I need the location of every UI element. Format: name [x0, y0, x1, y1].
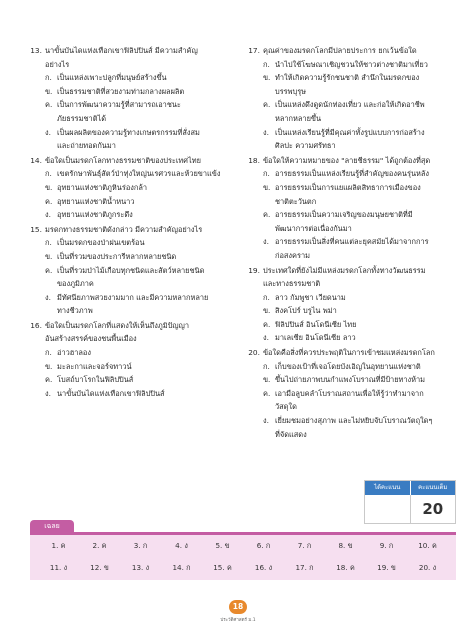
question-stem-line: [30, 332, 230, 346]
option-text: วัสดุใด: [275, 402, 297, 412]
score-table: [364, 480, 456, 524]
question-text: และทางธรรมชาติ: [263, 279, 321, 289]
answer-option: [30, 250, 230, 264]
answer-key-item: 2. ค: [92, 541, 107, 550]
answer-option: [248, 400, 448, 414]
question-block: [30, 223, 230, 318]
option-text: เป็นมรดกของป่าฝนเขตร้อน: [57, 238, 145, 248]
answer-option: [30, 98, 230, 112]
option-letter: [45, 139, 57, 153]
answer-key-item: 1. ค: [51, 541, 66, 550]
option-letter: ค.: [45, 265, 53, 275]
answer-option: [248, 167, 448, 181]
option-letter: [263, 195, 275, 209]
option-letter: [45, 277, 57, 291]
score-header: [365, 481, 455, 495]
score-obtained-header: ได้คะแนน: [365, 481, 411, 495]
option-letter: ก.: [263, 361, 270, 371]
answer-option: [248, 387, 448, 401]
option-text: นาขั้นบันไดแห่งเทือกเขาฟิลิปปินส์: [57, 388, 165, 398]
question-stem-line: [248, 346, 448, 360]
footer-subject: ประวัติศาสตร์ ม.1: [220, 618, 256, 623]
answer-option: [30, 195, 230, 209]
option-letter: ค.: [263, 100, 271, 110]
answer-key-box: [30, 535, 456, 580]
option-text: อารยธรรมเป็นสิ่งที่คนแต่ละยุคสมัยได้มาจากการ: [275, 237, 429, 247]
answer-option: [30, 346, 230, 360]
answer-option: [248, 181, 448, 195]
option-letter: ค.: [263, 319, 271, 329]
answer-row-2: [30, 557, 456, 579]
answer-option: [248, 360, 448, 374]
answer-option: [248, 126, 448, 140]
answer-option: [30, 264, 230, 278]
answer-option: [248, 58, 448, 72]
option-letter: ก.: [263, 292, 270, 302]
score-obtained-value[interactable]: [365, 495, 411, 524]
option-text: เป็นการพัฒนาความรู้ที่สามารถเอาชนะ: [57, 100, 181, 110]
answer-option: [30, 208, 230, 222]
question-text: อย่างไร: [45, 59, 70, 69]
answer-option: [30, 85, 230, 99]
answer-key-item: 14. ก: [172, 563, 191, 572]
option-letter: [263, 112, 275, 126]
option-letter: ข.: [263, 306, 271, 316]
option-letter: [263, 400, 275, 414]
option-text: เป็นธรรมชาติที่สวยงามท่ามกลางผลผลิต: [57, 86, 185, 96]
answer-key-item: 8. ข: [338, 541, 353, 550]
option-letter: [263, 139, 275, 153]
question-number: [30, 332, 45, 346]
question-stem-line: [248, 44, 448, 58]
option-text: ศิลปะ ความศรัทธา: [275, 141, 336, 151]
question-stem-line: [248, 277, 448, 291]
answer-key-item: 5. ข: [215, 541, 230, 550]
option-text: อุทยานแห่งชาติภูหินร่องกล้า: [57, 182, 148, 192]
option-text: อุทยานแห่งชาติภูกระดึง: [57, 210, 133, 220]
question-number: 19.: [248, 265, 260, 275]
answer-key-item: 19. ข: [377, 563, 396, 572]
page-number: 18: [229, 600, 247, 614]
question-text: มรดกทางธรรมชาติดังกล่าว มีความสำคัญอย่างไร: [45, 224, 203, 234]
option-letter: ข.: [45, 182, 53, 192]
question-stem-line: [248, 264, 448, 278]
answer-option: [248, 98, 448, 112]
answer-key-item: 13. ง: [131, 563, 150, 572]
answer-key-tab: เฉลย: [30, 520, 74, 533]
option-text: ภัยธรรมชาติได้: [57, 113, 107, 123]
answer-option: [30, 277, 230, 291]
option-letter: ก.: [45, 238, 52, 248]
question-number: 14.: [30, 155, 42, 165]
option-text: ก่อสงคราม: [275, 250, 310, 260]
question-text: อันสร้างสรรค์ของชนพื้นเมือง: [45, 334, 137, 344]
answer-option: [248, 331, 448, 345]
question-number: 15.: [30, 224, 42, 234]
option-letter: ค.: [263, 388, 271, 398]
option-text: สิงคโปร์ บรูไน พม่า: [275, 306, 337, 316]
option-text: ของภูมิภาค: [57, 279, 94, 289]
answer-option: [248, 414, 448, 428]
option-letter: ค.: [45, 196, 53, 206]
answer-key-item: 16. ง: [254, 563, 273, 572]
option-letter: ง.: [45, 210, 51, 220]
option-text: พัฒนาการต่อเนื่องกันมา: [275, 223, 352, 233]
question-block: [248, 154, 448, 263]
question-number: [30, 58, 45, 72]
question-number: 17.: [248, 46, 260, 55]
option-text: อ่าวฮาลอง: [57, 348, 91, 358]
answer-key-item: 12. ข: [90, 563, 109, 572]
option-letter: ก.: [263, 59, 270, 69]
option-text: เก็บของเป้าที่เจอโดยบังเอิญในอุทยานแห่งชาติ: [275, 361, 421, 371]
answer-key-item: 15. ค: [213, 563, 232, 572]
option-text: และถ่ายทอดกันมา: [57, 141, 116, 151]
answer-key-item: 18. ค: [336, 563, 355, 572]
answer-key-item: 17. ก: [295, 563, 314, 572]
answer-key-item: 11. ง: [49, 563, 68, 572]
option-text: นำไปใช้โฆษณาเชิญชวนให้ชาวต่างชาติมาเที่ยว: [275, 59, 428, 69]
right-question-column: [248, 44, 448, 442]
option-text: เยี่ยมชมอย่างสุภาพ และไม่หยิบจับโบราณวัตถุใดๆ: [275, 416, 433, 426]
answer-option: [30, 387, 230, 401]
answer-option: [248, 112, 448, 126]
left-question-column: [30, 44, 230, 401]
question-number: 18.: [248, 155, 260, 165]
option-letter: ค.: [263, 210, 271, 220]
answer-option: [248, 373, 448, 387]
answer-option: [30, 167, 230, 181]
answer-option: [248, 208, 448, 222]
option-text: อารยธรรมเป็นความเจริญของมนุษยชาติที่มี: [275, 210, 413, 220]
question-number: 13.: [30, 46, 42, 55]
question-number: 16.: [30, 320, 42, 330]
answer-option: [30, 112, 230, 126]
question-text: ประเทศใดที่ยังไม่มีแหล่งมรดกโลกทั้งทางวัฒนธรรม: [263, 265, 426, 275]
option-text: เอามือลูบคลำโบราณสถานเพื่อให้รู้ว่าทำมาจาก: [275, 388, 424, 398]
option-text: ฟิลิปปินส์ อินโดนีเซีย ไทย: [275, 319, 357, 329]
option-letter: ง.: [263, 237, 269, 247]
option-letter: [45, 304, 57, 318]
option-text: เป็นที่รวมป่าไม้เกือบทุกชนิดและสัตว์หลายชนิด: [57, 265, 205, 275]
question-number: [248, 277, 263, 291]
question-stem-line: [30, 58, 230, 72]
question-block: [30, 154, 230, 222]
option-text: มาเลเซีย อินโดนีเซีย ลาว: [275, 333, 356, 343]
option-text: ที่จัดแสดง: [275, 429, 307, 439]
answer-option: [30, 126, 230, 140]
option-letter: ง.: [263, 333, 269, 343]
question-stem-line: [30, 319, 230, 333]
option-text: เป็นแหล่งเพาะปลูกที่มนุษย์สร้างขึ้น: [57, 73, 167, 83]
answer-option: [248, 318, 448, 332]
answer-option: [248, 249, 448, 263]
option-letter: ค.: [45, 100, 53, 110]
option-letter: ข.: [45, 361, 53, 371]
option-letter: ง.: [45, 127, 51, 137]
option-text: อารยธรรมเป็นแหล่งเรียนรู้ที่สำคัญของคนรุ่นหลัง: [275, 169, 430, 179]
option-text: ทำให้เกิดความรู้รักชนชาติ สำนึกในมรดกของบรรพบุรุษ: [275, 73, 420, 96]
answer-option: [248, 235, 448, 249]
answer-key-item: 20. ง: [418, 563, 437, 572]
question-text: ข้อใดให้ความหมายของ "ลายชีธรรม" ได้ถูกต้องที่สุด: [263, 155, 431, 165]
option-letter: ก.: [45, 348, 52, 358]
option-text: หลากหลายขึ้น: [275, 113, 322, 123]
answer-option: [30, 360, 230, 374]
answer-option: [30, 181, 230, 195]
option-letter: [45, 112, 57, 126]
option-text: เขตรักษาพันธุ์สัตว์ป่าทุ่งใหญ่นเรศวรและห้วยขาแข้ง: [57, 169, 221, 179]
option-text: ทางชีวภาพ: [57, 306, 93, 316]
answer-key-item: 9. ก: [379, 541, 394, 550]
answer-row-1: [30, 535, 456, 557]
answer-option: [248, 222, 448, 236]
answer-option: [248, 304, 448, 318]
option-text: เป็นแหล่งดึงดูดนักท่องเที่ยว และก่อให้เกิดอาชีพ: [275, 100, 425, 110]
option-letter: [263, 428, 275, 442]
option-text: ลาว กัมพูชา เวียดนาม: [275, 292, 346, 302]
answer-key-item: 6. ก: [256, 541, 271, 550]
answer-option: [30, 71, 230, 85]
answer-option: [248, 428, 448, 442]
option-text: อุทยานแห่งชาติน้ำหนาว: [57, 196, 135, 206]
option-text: ขึ้นไปถ่ายภาพบนกำแพงโบราณที่มีป้ายทางห้าม: [275, 375, 426, 385]
question-stem-line: [30, 154, 230, 168]
question-text: ข้อใดเป็นมรดกโลกที่แสดงให้เห็นถึงภูมิปัญญา: [45, 320, 190, 330]
question-block: [30, 44, 230, 153]
question-block: [248, 346, 448, 441]
question-block: [30, 319, 230, 401]
option-text: เป็นแหล่งเรียนรู้ที่มีคุณค่าทั้งรูปแบบการก่อสร้าง: [275, 127, 425, 137]
option-letter: ง.: [45, 292, 51, 302]
question-block: [248, 264, 448, 346]
question-stem-line: [30, 223, 230, 237]
option-letter: ก.: [45, 169, 52, 179]
answer-key-item: 4. ง: [175, 541, 188, 550]
option-text: มีทัศนียภาพสวยงามมาก และมีความหลากหลาย: [57, 292, 209, 302]
option-letter: [263, 249, 275, 263]
answer-option: [30, 236, 230, 250]
option-text: มะละกาและจอร์จทาวน์: [57, 361, 132, 371]
question-stem-line: [30, 44, 230, 58]
option-letter: ข.: [263, 182, 271, 192]
question-text: ข้อใดคือสิ่งที่ควรประพฤติในการเข้าชมแหล่งมรดกโลก: [263, 348, 435, 358]
option-text: ชาติตะวันตก: [275, 196, 317, 206]
option-text: อารยธรรมเป็นการแยแผลิตสิทธาการเมืองของ: [275, 182, 421, 192]
answer-option: [30, 139, 230, 153]
answer-option: [248, 71, 448, 98]
answer-key-item: 7. ก: [297, 541, 312, 550]
answer-option: [248, 139, 448, 153]
option-letter: ง.: [45, 388, 51, 398]
question-block: [248, 44, 448, 153]
option-letter: ค.: [45, 375, 53, 385]
answer-option: [30, 291, 230, 305]
answer-option: [248, 291, 448, 305]
option-letter: ก.: [263, 169, 270, 179]
answer-key-item: 10. ค: [418, 541, 437, 550]
question-text: คุณค่าของมรดกโลกมีปลายประการ ยกเว้นข้อใด: [263, 46, 417, 55]
option-letter: ข.: [45, 251, 53, 261]
option-letter: [263, 222, 275, 236]
answer-option: [30, 304, 230, 318]
score-full-header: คะแนนเต็ม: [411, 481, 456, 495]
option-letter: ง.: [263, 416, 269, 426]
option-letter: ก.: [45, 73, 52, 83]
option-text: เป็นผลผลิตของความรู้ทางเกษตรกรรมที่สั่งสม: [57, 127, 200, 137]
option-text: เป็นที่รวมของประการีหลากหลายชนิด: [57, 251, 177, 261]
question-stem-line: [248, 154, 448, 168]
option-text: โบสถ์บาโรกในฟิลิปปินส์: [57, 375, 134, 385]
question-number: 20.: [248, 348, 260, 358]
option-letter: ง.: [263, 127, 269, 137]
question-text: ข้อใดเป็นมรดกโลกทางธรรมชาติของประเทศไทย: [45, 155, 201, 165]
score-values: [365, 495, 455, 524]
answer-option: [30, 373, 230, 387]
answer-key-item: 3. ก: [133, 541, 148, 550]
option-letter: ข.: [45, 86, 53, 96]
option-letter: ข.: [263, 73, 271, 83]
option-letter: ข.: [263, 375, 271, 385]
question-text: นาขั้นบันไดแห่งเทือกเขาฟิลิปปินส์ มีความสำคัญ: [45, 46, 198, 55]
score-full-value: 20: [422, 500, 444, 518]
answer-option: [248, 195, 448, 209]
